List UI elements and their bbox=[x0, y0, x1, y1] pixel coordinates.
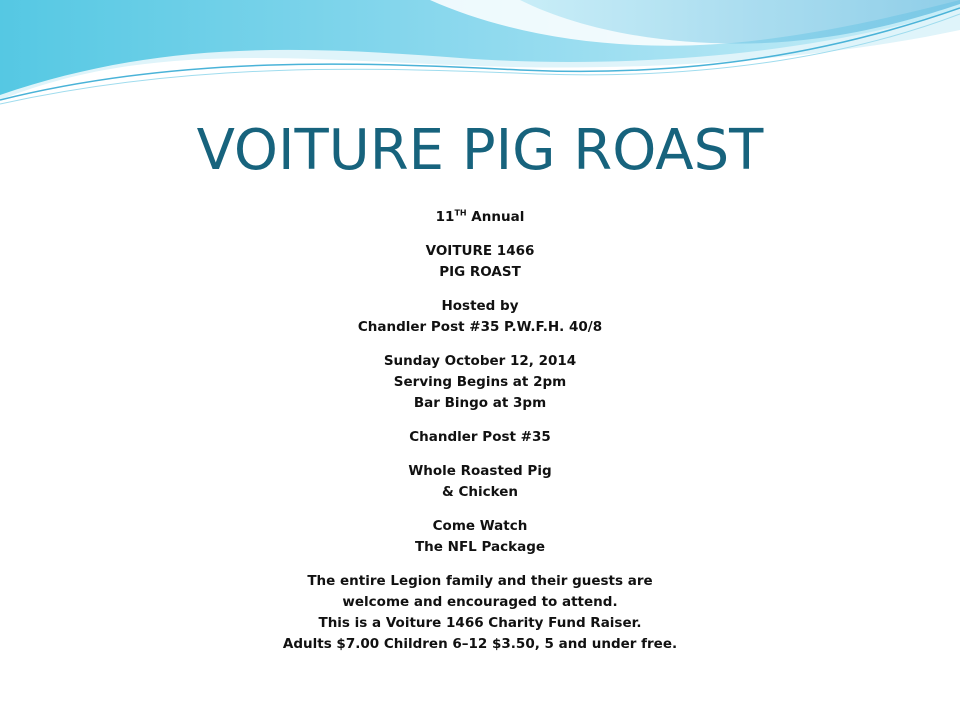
schedule-line: Serving Begins at 2pm bbox=[393, 374, 567, 390]
info-line: The entire Legion family and their guests are bbox=[307, 573, 653, 589]
schedule-line: Bar Bingo at 3pm bbox=[413, 395, 547, 411]
tv-line: Come Watch bbox=[432, 518, 528, 534]
schedule-line: Sunday October 12, 2014 bbox=[383, 353, 577, 369]
info-line: welcome and encouraged to attend. bbox=[342, 594, 618, 610]
annual-superscript: TH bbox=[454, 208, 467, 218]
event-line: PIG ROAST bbox=[439, 264, 521, 280]
decorative-wave-header bbox=[0, 0, 960, 120]
annual-word: Annual bbox=[466, 209, 525, 225]
event-line: VOITURE 1466 bbox=[425, 243, 535, 259]
annual-number: 11 bbox=[435, 209, 455, 225]
general-info bbox=[180, 571, 780, 655]
info-line: This is a Voiture 1466 Charity Fund Raiser. bbox=[318, 615, 642, 631]
info-line: Adults $7.00 Children 6–12 $3.50, 5 and under free. bbox=[282, 636, 678, 652]
location bbox=[180, 427, 780, 448]
location-line: Chandler Post #35 bbox=[409, 429, 551, 445]
event-name bbox=[180, 241, 780, 283]
menu bbox=[180, 461, 780, 503]
host-info bbox=[180, 296, 780, 338]
host-line: Hosted by bbox=[441, 298, 519, 314]
schedule bbox=[180, 351, 780, 414]
tv-line: The NFL Package bbox=[414, 539, 546, 555]
event-details bbox=[180, 207, 780, 668]
menu-line: & Chicken bbox=[441, 484, 518, 500]
annual-line bbox=[180, 207, 780, 228]
host-line: Chandler Post #35 P.W.F.H. 40/8 bbox=[357, 319, 603, 335]
menu-line: Whole Roasted Pig bbox=[408, 463, 552, 479]
slide-title: VOITURE PIG ROAST bbox=[196, 118, 764, 183]
tv-info bbox=[180, 516, 780, 558]
